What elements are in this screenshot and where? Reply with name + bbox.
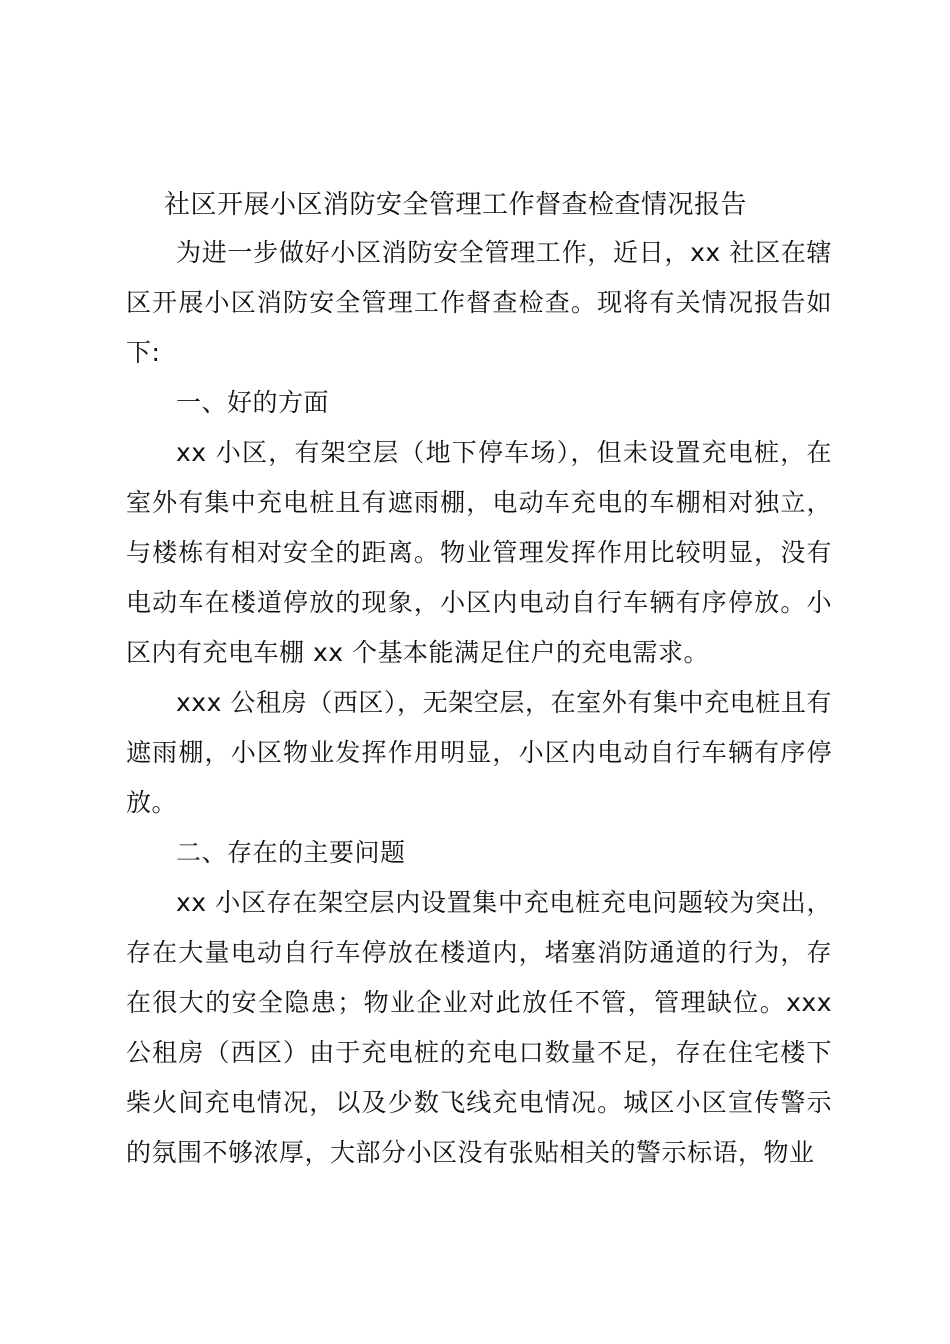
section-heading-main-problems: 二、存在的主要问题 [176,838,406,867]
section-heading-good-aspects: 一、好的方面 [176,388,330,417]
document-body [126,182,832,1178]
intro-paragraph: 为进一步做好小区消防安全管理工作，近日，xx 社区在辖区开展小区消防安全管理工作督查检查。现将有关情况报告如下: [126,238,832,367]
paragraph: xxx 公租房（西区），无架空层，在室外有集中充电桩且有遮雨棚，小区物业发挥作用明显，小区内电动自行车辆有序停放。 [126,688,832,817]
paragraph: xx 小区存在架空层内设置集中充电桩充电问题较为突出，存在大量电动自行车停放在楼道内，堵塞消防通道的行为，存在很大的安全隐患；物业企业对此放任不管，管理缺位。xxx 公租房（西区）由于充电桩的充电口数量不足，存在住宅楼下柴火间充电情况，以及少数飞线充电情况。城区小区宣传警示的氛围不够浓厚，大部分小区没有张贴相关的警示标语，物业 [126,888,832,1167]
document-title: 社区开展小区消防安全管理工作督查检查情况报告 [164,190,748,220]
paragraph: xx 小区，有架空层（地下停车场），但未设置充电桩，在室外有集中充电桩且有遮雨棚，电动车充电的车棚相对独立，与楼栋有相对安全的距离。物业管理发挥作用比较明显，没有电动车在楼道停放的现象，小区内电动自行车辆有序停放。小区内有充电车棚 xx 个基本能满足住户的充电需求。 [126,438,832,667]
